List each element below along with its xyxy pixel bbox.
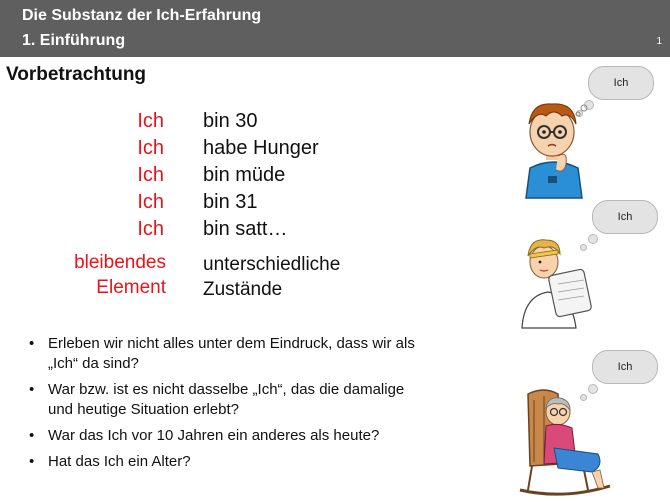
list-item bbox=[26, 452, 426, 472]
statement-state: bin 30 bbox=[203, 110, 258, 132]
bullet-text: War bzw. ist es nicht dasselbe „Ich“, das die damalige und heutige Situation erlebt? bbox=[48, 381, 405, 418]
woman-reading-plan-icon bbox=[514, 232, 594, 332]
bullet-text: War das Ich vor 10 Jahren ein anderes als heute? bbox=[48, 427, 380, 444]
list-item bbox=[26, 380, 426, 420]
statement-state: bin 31 bbox=[203, 191, 258, 213]
slide-header bbox=[0, 0, 670, 57]
section-title: Vorbetrachtung bbox=[6, 64, 147, 85]
statement-state: habe Hunger bbox=[203, 137, 319, 159]
thought-bubble-label: Ich bbox=[592, 350, 658, 384]
bullet-icon: • bbox=[29, 381, 35, 398]
slide-subtitle: 1. Einführung bbox=[22, 32, 126, 49]
thought-bubble-label: Ich bbox=[588, 66, 654, 100]
bullet-icon: • bbox=[29, 427, 35, 444]
thinking-boy-icon bbox=[514, 90, 594, 202]
permanent-element-label bbox=[40, 250, 166, 300]
list-item bbox=[26, 426, 426, 446]
statement-subject: Ich bbox=[137, 218, 164, 240]
question-list bbox=[26, 334, 426, 478]
statement-subject: Ich bbox=[137, 164, 164, 186]
grandmother-rocking-chair-icon bbox=[514, 386, 614, 500]
thought-bubble-label: Ich bbox=[592, 200, 658, 234]
bullet-text: Hat das Ich ein Alter? bbox=[48, 453, 191, 470]
permanent-element-line: bleibendes bbox=[74, 252, 166, 273]
list-item bbox=[26, 334, 426, 374]
statement-subject: Ich bbox=[137, 110, 164, 132]
varying-states-line: Zustände bbox=[203, 279, 283, 300]
page-number: 1 bbox=[656, 36, 662, 47]
subject-column bbox=[130, 108, 164, 243]
bullet-icon: • bbox=[29, 453, 35, 470]
varying-states-label bbox=[203, 252, 340, 302]
varying-states-line: unterschiedliche bbox=[203, 254, 341, 275]
statement-subject: Ich bbox=[137, 191, 164, 213]
bullet-icon: • bbox=[29, 335, 35, 352]
permanent-element-line: Element bbox=[96, 277, 166, 298]
statement-state: bin müde bbox=[203, 164, 286, 186]
state-column bbox=[203, 108, 319, 243]
statement-subject: Ich bbox=[137, 137, 164, 159]
slide-title: Die Substanz der Ich-Erfahrung bbox=[22, 7, 262, 24]
statement-state: bin satt… bbox=[203, 218, 288, 240]
bullet-text: Erleben wir nicht alles unter dem Eindruck, dass wir als „Ich“ da sind? bbox=[48, 335, 415, 372]
